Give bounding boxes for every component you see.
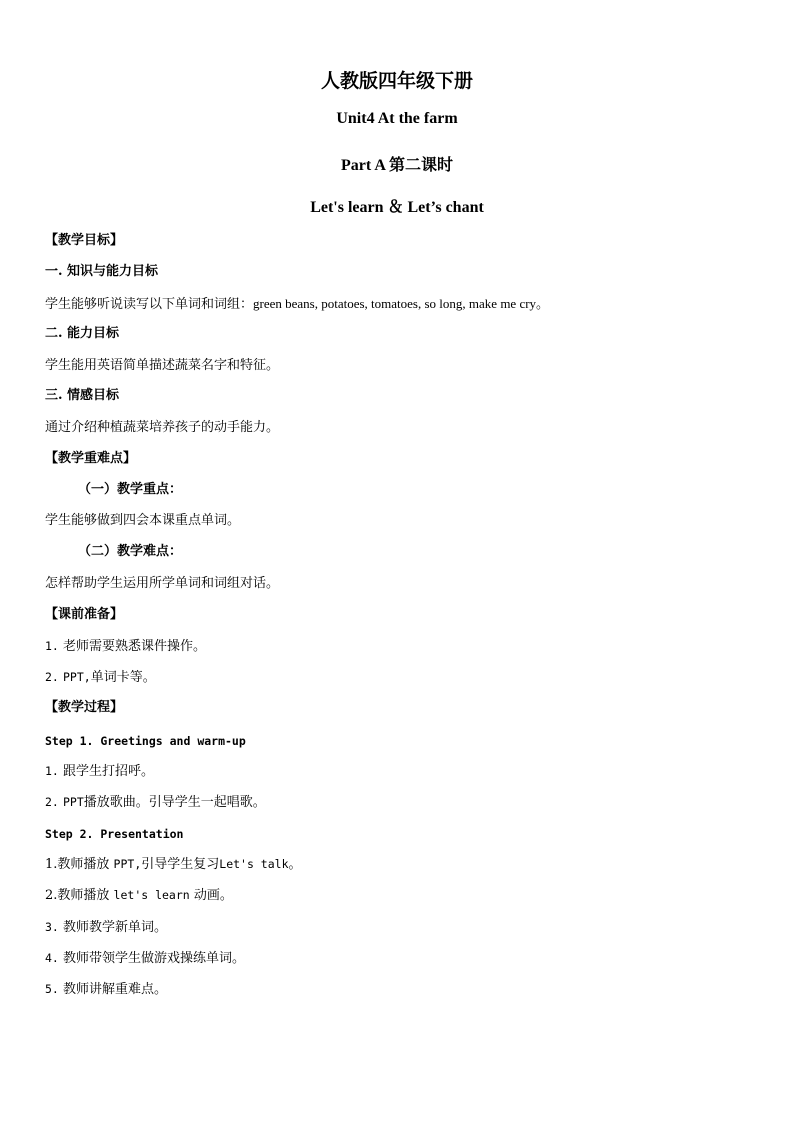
- preparation-item-1: [45, 637, 206, 656]
- item-number: 1.: [45, 764, 59, 778]
- item-number: 3.: [45, 920, 59, 934]
- preparation-heading: 【课前准备】: [45, 607, 124, 622]
- item-text: 2.教师播放: [45, 888, 110, 903]
- part-title: Part A 第二课时: [341, 157, 453, 174]
- item-text: 教师讲解重难点。: [63, 982, 168, 997]
- step-1-title: Step 1. Greetings and warm-up: [45, 734, 246, 748]
- item-number: 4.: [45, 951, 59, 965]
- step-2-item-1: [45, 855, 302, 874]
- item-code: PPT,: [63, 670, 91, 684]
- item-text: 动画。: [193, 888, 233, 903]
- unit-title: Unit4 At the farm: [336, 110, 458, 127]
- key-point-1-title: （一）教学重点：: [78, 482, 183, 497]
- objective-3-text: 通过介绍种植蔬菜培养孩子的动手能力。: [45, 420, 280, 435]
- key-points-heading: 【教学重难点】: [45, 451, 137, 466]
- step-2-item-4: [45, 949, 245, 968]
- item-code: PPT: [63, 795, 84, 809]
- step-1-item-1: [45, 762, 154, 781]
- item-text: 单词卡等。: [90, 670, 156, 685]
- key-point-1-text: 学生能够做到四会本课重点单词。: [45, 513, 241, 528]
- objective-1-text: [45, 295, 549, 314]
- item-text: 1.教师播放: [45, 857, 110, 872]
- item-number: 2.: [45, 670, 59, 684]
- item-number: 2.: [45, 795, 59, 809]
- step-2-item-5: [45, 980, 167, 999]
- document-title: 人教版四年级下册: [320, 70, 473, 92]
- item-text: 老师需要熟悉课件操作。: [63, 639, 207, 654]
- process-heading: 【教学过程】: [45, 700, 124, 715]
- key-point-2-title: （二）教学难点：: [78, 544, 183, 559]
- item-text: 播放歌曲。引导学生一起唱歌。: [83, 795, 266, 810]
- item-number: 1.: [45, 639, 59, 653]
- objective-2-text: 学生能用英语简单描述蔬菜名字和特征。: [45, 358, 280, 373]
- item-text: 。: [288, 857, 302, 872]
- item-text: 引导学生复习: [141, 857, 220, 872]
- item-text: 跟学生打招呼。: [63, 764, 155, 779]
- objectives-heading: 【教学目标】: [45, 233, 124, 248]
- step-2-item-2: [45, 886, 233, 905]
- step-2-title: Step 2. Presentation: [45, 827, 184, 841]
- objective-2-title: 二. 能力目标: [45, 326, 120, 341]
- step-1-item-2: [45, 793, 266, 812]
- key-point-2-text: 怎样帮助学生运用所学单词和词组对话。: [45, 576, 280, 591]
- objective-1-text-cn: 学生能够听说读写以下单词和词组：: [45, 297, 254, 312]
- objective-3-title: 三. 情感目标: [45, 388, 120, 403]
- objective-1-text-en: green beans, potatoes, tomatoes, so long, make me cry。: [253, 296, 550, 311]
- item-code: let's learn: [113, 888, 190, 902]
- item-text: 教师带领学生做游戏操练单词。: [63, 951, 246, 966]
- item-text: 教师教学新单词。: [63, 920, 168, 935]
- preparation-item-2: [45, 668, 156, 687]
- lesson-title: Let's learn ＆ Let’s chant: [310, 199, 484, 216]
- objective-1-title: 一. 知识与能力目标: [45, 264, 159, 279]
- item-code: Let's talk: [219, 857, 289, 871]
- step-2-item-3: [45, 918, 167, 937]
- item-number: 5.: [45, 982, 59, 996]
- item-code: PPT,: [113, 857, 142, 871]
